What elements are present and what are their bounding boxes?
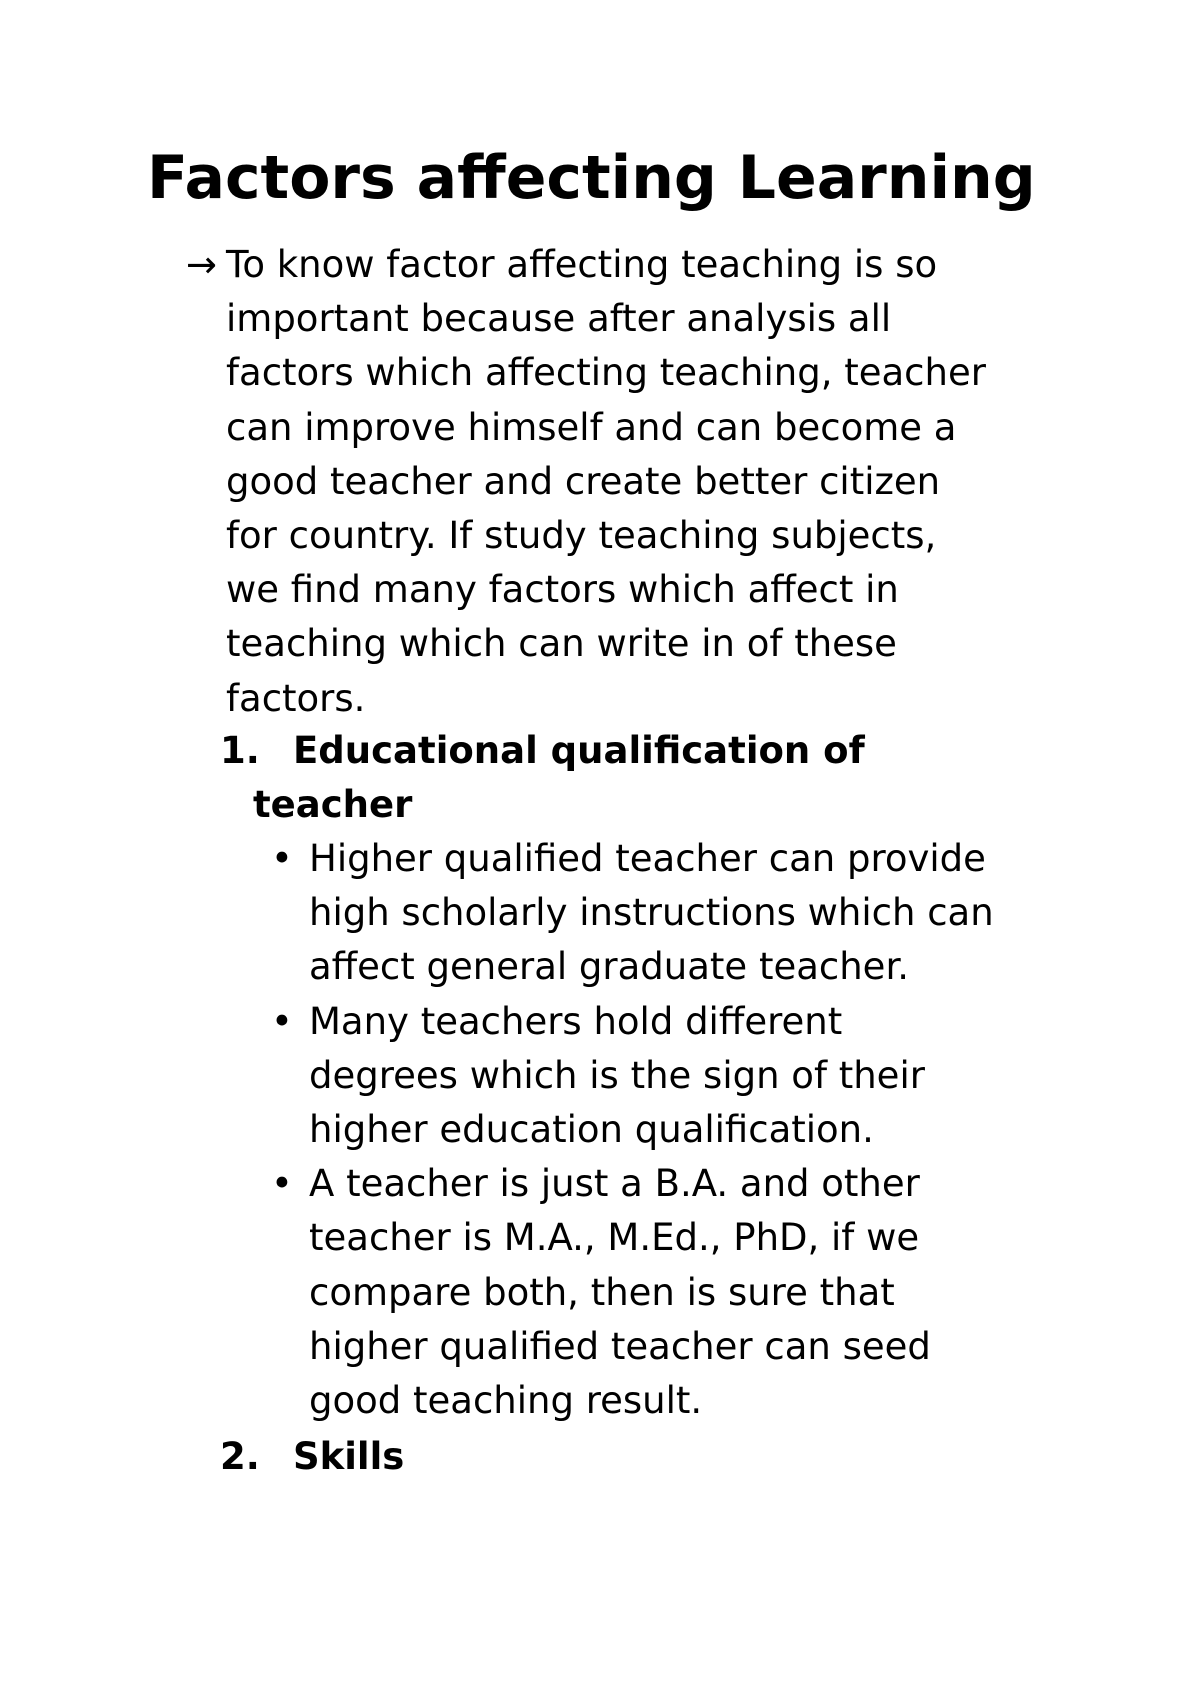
section-heading-line: Educational qualification of	[293, 729, 865, 772]
intro-line: good teacher and create better citizen	[226, 459, 941, 503]
bullet-line: good teaching result.	[309, 1379, 703, 1423]
intro-line: factors.	[226, 676, 366, 720]
bullet-line: higher education qualification.	[309, 1108, 874, 1152]
intro-line: can improve himself and can become a	[226, 405, 957, 449]
section-heading-continuation	[253, 778, 412, 832]
bullet-line: Higher qualified teacher can provide	[309, 837, 986, 880]
bullet-line: A teacher is just a B.A. and other	[309, 1162, 920, 1206]
section-number: 2.	[220, 1435, 260, 1478]
bullet-line: affect general graduate teacher.	[309, 945, 910, 989]
bullet-line: high scholarly instructions which can	[309, 891, 994, 935]
arrow-icon: →	[186, 243, 218, 286]
bullet-line: degrees which is the sign of their	[309, 1053, 925, 1097]
intro-line: teaching which can write in of these	[226, 622, 897, 666]
intro-line: To know factor affecting teaching is so	[226, 243, 938, 286]
intro-line: factors which affecting teaching, teacher	[226, 351, 986, 395]
page-title: Factors affecting Learning	[147, 143, 1036, 213]
bullet-icon: •	[271, 1162, 293, 1206]
bullet-icon: •	[271, 999, 293, 1043]
list-item	[271, 1157, 994, 1428]
section-number: 1.	[220, 729, 260, 772]
bullet-icon: •	[271, 837, 293, 880]
bullet-line: Many teachers hold different	[309, 999, 843, 1043]
list-item	[271, 832, 994, 995]
intro-line: important because after analysis all	[226, 297, 892, 341]
section-heading-line: Skills	[293, 1435, 405, 1478]
bullet-line: compare both, then is sure that	[309, 1270, 895, 1314]
intro-line: we find many factors which affect in	[226, 568, 899, 612]
intro-paragraph	[186, 238, 1106, 726]
bullet-list	[271, 832, 994, 1428]
bullet-line: teacher is M.A., M.Ed., PhD, if we	[309, 1216, 920, 1260]
section-heading-line: teacher	[253, 783, 413, 826]
list-item	[271, 995, 994, 1158]
bullet-line: higher qualified teacher can seed	[309, 1324, 931, 1368]
intro-line: for country. If study teaching subjects,	[226, 514, 937, 558]
